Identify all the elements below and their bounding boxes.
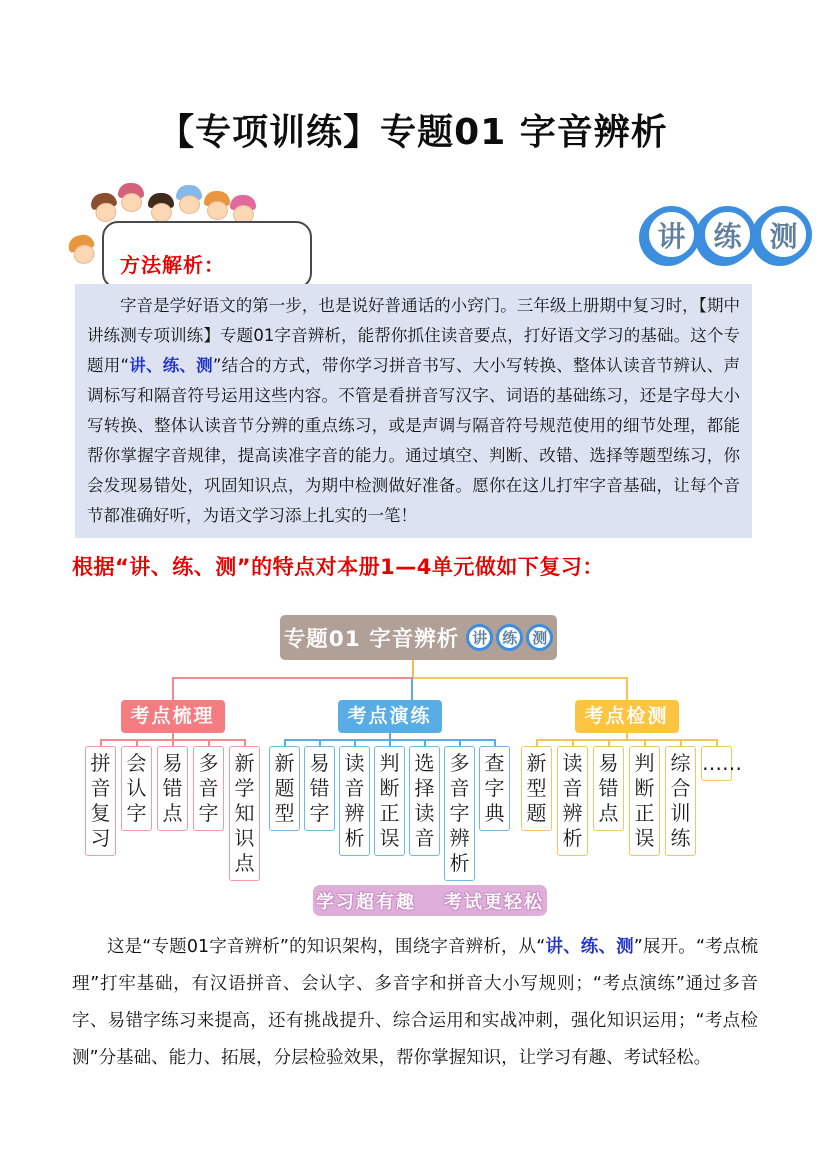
branch-header: 考点检测 [575,700,679,733]
connector-line [284,739,495,741]
branch-header: 考点演练 [338,700,442,733]
leaf-row [85,739,260,881]
badge-circle: 练 [496,624,523,651]
kid-figure [176,185,202,219]
method-analysis-bubble [102,221,312,289]
mindmap-leaf: 会认字 [121,746,152,831]
mindmap-leaf: …… [701,746,732,781]
mindmap-leaf-column [593,739,624,856]
mindmap-leaf: 判断正误 [374,746,405,856]
mindmap-leaf-column [665,739,696,856]
mindmap-leaf-column [339,739,370,881]
branch-group-kaodian-jiance [521,677,742,856]
text-segment: 这是“专题01字音辨析”的知识架构，围绕字音辨析，从“ [107,937,546,957]
mindmap-leaf-column [85,739,116,881]
connector-line [412,660,414,677]
badge-circle: 练 [699,206,756,263]
branch-group-kaodian-yanlian [269,677,510,881]
method-analysis-label: 方法解析： [120,253,225,277]
mindmap-leaf-column [521,739,552,856]
leaf-row [269,739,510,881]
text-segment: ”展开。“考点梳理”打牢基础，有汉语拼音、会认字、多音字和拼音大小写规则；“考点演练”通过多音字、易错字练习来提高，还有挑战提升、综合运用和实战冲刺，强化知识运用；“考点检测”分基础、能力、拓展，分层检验效果，帮你掌握知识，让学习有趣、考试轻松。 [72,937,758,1068]
kids-illustration [72,183,317,289]
connector-line [626,677,628,700]
mindmap-root-node [280,615,557,660]
mindmap-leaf: 易错字 [304,746,335,831]
mindmap-leaf-column [269,739,300,881]
mindmap-leaf: 新型题 [521,746,552,831]
mindmap-leaf: 易错点 [157,746,188,831]
mindmap-leaf-column [193,739,224,881]
branch-group-kaodian-shuli [85,677,260,881]
jiang-lian-ce-badges [643,206,811,263]
mindmap [58,600,768,935]
slogan-banner [313,885,547,916]
connector-line [100,739,245,741]
mindmap-leaf: 查字典 [479,746,510,831]
badge-circle: 讲 [466,624,493,651]
kid-figure [66,232,99,271]
mindmap-leaf-column [157,739,188,881]
mindmap-leaf: 新题型 [269,746,300,831]
connector-line [172,677,174,700]
mindmap-root-label: 专题01 字音辨析 [283,627,460,652]
mindmap-leaf: 读音辨析 [339,746,370,856]
mindmap-leaf-column [304,739,335,881]
mindmap-leaf: 选择读音 [409,746,440,856]
mindmap-leaf-column [409,739,440,881]
leaf-row [521,739,742,856]
mindmap-leaf-column [557,739,588,856]
mindmap-leaf-column [479,739,510,881]
mindmap-leaf-column [229,739,260,881]
mindmap-leaf: 多音字 [193,746,224,831]
text-segment: ”结合的方式，带你学习拼音书写、大小写转换、整体认读音节辨认、声调标写和隔音符号运用这些内容。不管是看拼音写汉字、词语的基础练习，还是字母大小写转换、整体认读音节分辨的重点练习，或是声调与隔音符号规范使用的细节处理，都能帮你掌握字音规律，提高读准字音的能力。通过填空、判断、改错、选择等题型练习，你会发现易错处，巩固知识点，为期中检测做好准备。愿你在这儿打牢字音基础，让每个音节都准确好听，为语文学习添上扎实的一笔！ [87,356,740,525]
mindmap-leaf: 多音字辨析 [444,746,475,881]
document-title: 【专项训练】专题01 字音辨析 [158,112,668,153]
badge-circle: 测 [526,624,553,651]
mindmap-leaf-column [444,739,475,881]
mindmap-leaf: 判断正误 [629,746,660,856]
slogan-right: 考试更轻松 [444,891,544,913]
connector-line [536,739,717,741]
mindmap-leaf-column [374,739,405,881]
mindmap-root-badges [466,624,553,651]
slogan-left: 学习超有趣 [316,891,416,913]
mindmap-leaf: 拼音复习 [85,746,116,856]
mindmap-leaf: 综合训练 [665,746,696,856]
intro-paragraph [75,284,752,538]
mindmap-leaf-column [701,739,742,856]
mindmap-leaf-column [629,739,660,856]
mindmap-leaf-column [121,739,152,881]
connector-line [411,677,413,700]
section-heading: 根据“讲、练、测”的特点对本册1—4单元做如下复习： [72,555,604,579]
text-segment: 字音是学好语文的第一步，也是说好普通话的小窍门。三年级上册期中复习时，【期中讲练测专项训练】专题01字音辨析，能帮你抓住读音要点，打好语文学习的基础。这个专题用“ [87,296,740,375]
mindmap-leaf: 读音辨析 [557,746,588,856]
summary-paragraph [72,929,758,1077]
mindmap-leaf: 易错点 [593,746,624,831]
mindmap-leaf: 新学知识点 [229,746,260,881]
badge-circle: 测 [755,206,812,263]
kid-figure [204,191,230,225]
branch-header: 考点梳理 [121,700,225,733]
badge-circle: 讲 [643,206,700,263]
highlight-text: 讲、练、测 [129,356,213,375]
kid-figure [118,183,144,217]
highlight-text: 讲、练、测 [545,937,634,957]
